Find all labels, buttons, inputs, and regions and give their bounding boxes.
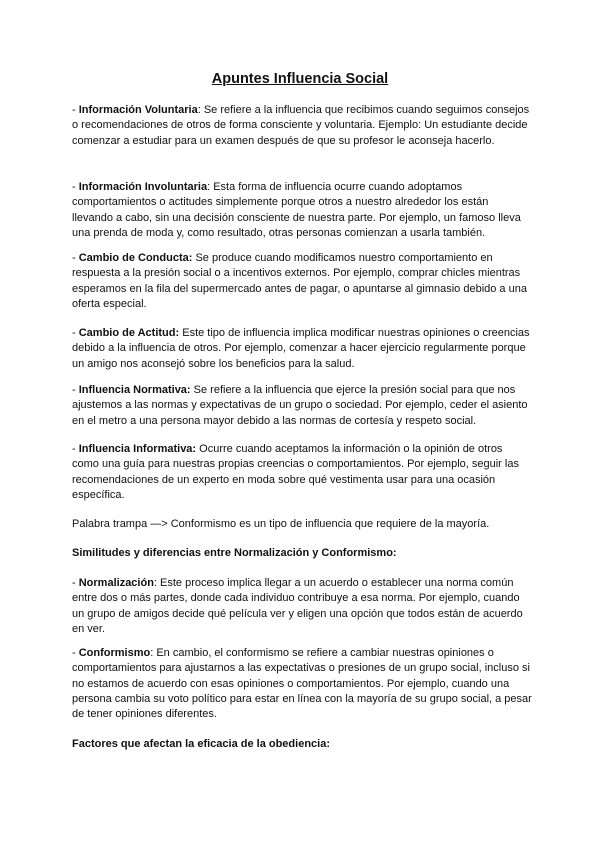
section-influencia-informativa: - Influencia Informativa: Ocurre cuando aceptamos la información o la opinión de otros como una guía para nuestras propias creencias o comportamientos. Por ejemplo, seguir las recomendaciones de un experto en moda sobre qué vestimenta usar para una ocasión específica. — [72, 443, 519, 501]
page-title: Apuntes Influencia Social — [211, 71, 389, 87]
term-label: Influencia Informativa: — [78, 443, 197, 455]
section-informacion-voluntaria: - Información Voluntaria: Se refiere a la influencia que recibimos cuando seguimos consejos o recomendaciones de otros de forma consciente y voluntaria. Ejemplo: Un estudiante decide comenzar a estudiar para un examen después de que su profesor le aconseja hacerlo. — [72, 104, 530, 147]
section-cambio-de-actitud: - Cambio de Actitud: Este tipo de influencia implica modificar nuestras opiniones o creencias debido a la influencia de otros. Por ejemplo, comenzar a hacer ejercicio regularmente porque un amigo nos aconsejó sobre los beneficios para la salud. — [72, 327, 530, 370]
term-label: Información Involuntaria — [78, 181, 208, 193]
term-label: Cambio de Conducta: — [78, 252, 193, 264]
section-informacion-involuntaria: - Información Involuntaria: Esta forma de influencia ocurre cuando adoptamos comportamientos o actitudes simplemente porque otros a nuestro alrededor los están llevando a cabo, sin una decisión consciente de nuestra parte. Por ejemplo, un famoso lleva una prenda de moda y, como resultado, otras personas comienzan a usarla también. — [72, 181, 521, 239]
section-cambio-de-conducta: - Cambio de Conducta: Se produce cuando modificamos nuestro comportamiento en respuesta a la presión social o a incentivos externos. Por ejemplo, comprar chicles mientras esperamos en la fila del supermercado antes de pagar, o apuntarse al gimnasio debido a una oferta especial. — [72, 252, 527, 310]
heading-similitudes: Similitudes y diferencias entre Normalización y Conformismo: — [72, 547, 397, 559]
trap-word-note: Palabra trampa —> Conformismo es un tipo de influencia que requiere de la mayoría. — [72, 518, 490, 530]
section-normalizacion: - Normalización: Este proceso implica llegar a un acuerdo o establecer una norma común entre dos o más partes, donde cada individuo contribuye a esa norma. Por ejemplo, cuando un grupo de amigos decide qué película ver y eligen una opción que todos están de acuerdo en ver. — [72, 577, 523, 635]
section-conformismo: - Conformismo: En cambio, el conformismo se refiere a cambiar nuestras opiniones o comportamientos para ajustarnos a las expectativas o presiones de un grupo social, incluso si no estamos de acuerdo con esas opiniones o comportamientos. Por ejemplo, cuando una persona cambia su voto político para estar en línea con la mayoría de su grupo social, a pesar de tener opiniones diferentes. — [72, 647, 532, 721]
heading-factores: Factores que afectan la eficacia de la obediencia: — [72, 738, 330, 750]
section-influencia-normativa: - Influencia Normativa: Se refiere a la influencia que ejerce la presión social para que nos ajustemos a las normas y expectativas de un grupo o sociedad. Por ejemplo, ceder el asiento en el metro a una persona mayor debido a las normas de cortesía y respeto social. — [72, 384, 528, 427]
term-label: Conformismo — [78, 647, 151, 659]
term-label: Normalización — [78, 577, 154, 589]
term-label: Información Voluntaria — [78, 104, 198, 116]
term-label: Influencia Normativa: — [78, 384, 191, 396]
term-label: Cambio de Actitud: — [78, 327, 180, 339]
